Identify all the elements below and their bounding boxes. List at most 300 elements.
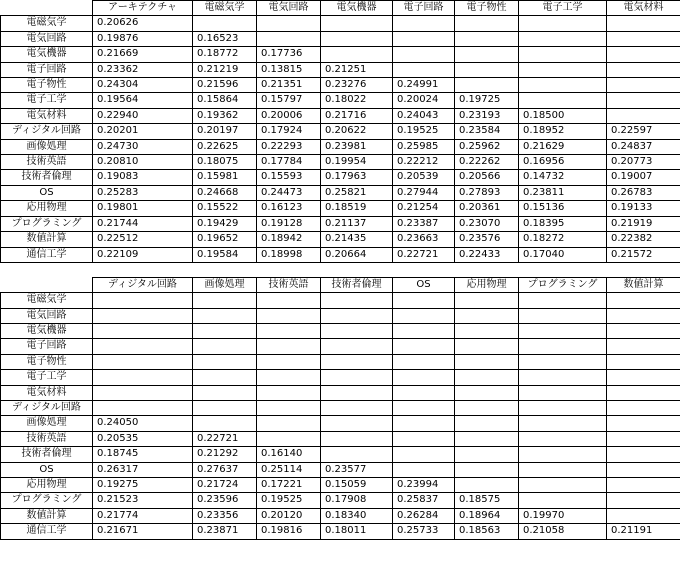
value-cell[interactable]	[455, 308, 519, 323]
value-cell[interactable]	[607, 416, 680, 431]
column-header[interactable]: 技術者倫理	[321, 277, 393, 292]
column-header[interactable]: 電磁気学	[193, 1, 257, 16]
value-cell[interactable]: 0.24050	[93, 416, 193, 431]
value-cell[interactable]	[257, 354, 321, 369]
value-cell[interactable]	[519, 16, 607, 31]
value-cell[interactable]: 0.21292	[193, 447, 257, 462]
value-cell[interactable]	[455, 293, 519, 308]
value-cell[interactable]	[93, 370, 193, 385]
value-cell[interactable]: 0.24991	[393, 78, 455, 93]
value-cell[interactable]: 0.18575	[455, 493, 519, 508]
value-cell[interactable]: 0.21724	[193, 478, 257, 493]
value-cell[interactable]	[607, 31, 680, 46]
value-cell[interactable]	[455, 447, 519, 462]
value-cell[interactable]: 0.19652	[193, 232, 257, 247]
value-cell[interactable]	[519, 78, 607, 93]
value-cell[interactable]	[93, 401, 193, 416]
value-cell[interactable]: 0.27944	[393, 185, 455, 200]
row-header[interactable]: 応用物理	[1, 201, 93, 216]
value-cell[interactable]: 0.23577	[321, 462, 393, 477]
value-cell[interactable]: 0.20361	[455, 201, 519, 216]
value-cell[interactable]: 0.19007	[607, 170, 680, 185]
value-cell[interactable]: 0.25821	[321, 185, 393, 200]
value-cell[interactable]: 0.20773	[607, 155, 680, 170]
column-header[interactable]: 電気材料	[607, 1, 680, 16]
value-cell[interactable]: 0.16956	[519, 155, 607, 170]
value-cell[interactable]	[519, 447, 607, 462]
value-cell[interactable]: 0.19525	[393, 124, 455, 139]
value-cell[interactable]: 0.17963	[321, 170, 393, 185]
value-cell[interactable]	[455, 431, 519, 446]
value-cell[interactable]	[607, 370, 680, 385]
value-cell[interactable]	[321, 31, 393, 46]
row-header[interactable]: 電子物性	[1, 78, 93, 93]
value-cell[interactable]	[519, 47, 607, 62]
value-cell[interactable]	[321, 47, 393, 62]
value-cell[interactable]	[607, 354, 680, 369]
value-cell[interactable]	[519, 354, 607, 369]
value-cell[interactable]	[607, 93, 680, 108]
value-cell[interactable]: 0.27893	[455, 185, 519, 200]
value-cell[interactable]: 0.21572	[607, 247, 680, 262]
value-cell[interactable]: 0.21671	[93, 524, 193, 539]
value-cell[interactable]: 0.18964	[455, 508, 519, 523]
value-cell[interactable]: 0.20626	[93, 16, 193, 31]
value-cell[interactable]: 0.21219	[193, 62, 257, 77]
value-cell[interactable]: 0.18519	[321, 201, 393, 216]
value-cell[interactable]	[455, 416, 519, 431]
value-cell[interactable]: 0.16140	[257, 447, 321, 462]
value-cell[interactable]: 0.18563	[455, 524, 519, 539]
value-cell[interactable]: 0.23387	[393, 216, 455, 231]
value-cell[interactable]: 0.22212	[393, 155, 455, 170]
value-cell[interactable]: 0.23576	[455, 232, 519, 247]
value-cell[interactable]: 0.15136	[519, 201, 607, 216]
value-cell[interactable]	[607, 385, 680, 400]
column-header[interactable]: 数値計算	[607, 277, 680, 292]
value-cell[interactable]	[257, 31, 321, 46]
row-header[interactable]: プログラミング	[1, 493, 93, 508]
value-cell[interactable]	[519, 93, 607, 108]
column-header[interactable]: 画像処理	[193, 277, 257, 292]
value-cell[interactable]	[393, 354, 455, 369]
value-cell[interactable]	[455, 385, 519, 400]
row-header[interactable]: 電子回路	[1, 339, 93, 354]
row-header[interactable]: 電気材料	[1, 108, 93, 123]
value-cell[interactable]: 0.21058	[519, 524, 607, 539]
value-cell[interactable]: 0.21716	[321, 108, 393, 123]
row-header[interactable]: 技術英語	[1, 155, 93, 170]
value-cell[interactable]	[257, 339, 321, 354]
value-cell[interactable]: 0.26284	[393, 508, 455, 523]
value-cell[interactable]: 0.22293	[257, 139, 321, 154]
value-cell[interactable]: 0.18772	[193, 47, 257, 62]
row-header[interactable]: 電気回路	[1, 31, 93, 46]
value-cell[interactable]: 0.18942	[257, 232, 321, 247]
value-cell[interactable]	[519, 385, 607, 400]
row-header[interactable]: 電磁気学	[1, 16, 93, 31]
column-header[interactable]: 技術英語	[257, 277, 321, 292]
row-header[interactable]: ディジタル回路	[1, 124, 93, 139]
value-cell[interactable]	[257, 385, 321, 400]
value-cell[interactable]	[607, 401, 680, 416]
value-cell[interactable]	[393, 447, 455, 462]
value-cell[interactable]: 0.21351	[257, 78, 321, 93]
value-cell[interactable]: 0.15981	[193, 170, 257, 185]
value-cell[interactable]: 0.15059	[321, 478, 393, 493]
value-cell[interactable]	[193, 401, 257, 416]
value-cell[interactable]: 0.25837	[393, 493, 455, 508]
column-header[interactable]: 電気機器	[321, 1, 393, 16]
value-cell[interactable]	[607, 308, 680, 323]
value-cell[interactable]: 0.18075	[193, 155, 257, 170]
value-cell[interactable]	[607, 324, 680, 339]
value-cell[interactable]: 0.21251	[321, 62, 393, 77]
value-cell[interactable]: 0.19275	[93, 478, 193, 493]
value-cell[interactable]: 0.19362	[193, 108, 257, 123]
value-cell[interactable]: 0.24304	[93, 78, 193, 93]
row-header[interactable]: 画像処理	[1, 416, 93, 431]
value-cell[interactable]: 0.23276	[321, 78, 393, 93]
value-cell[interactable]	[607, 47, 680, 62]
value-cell[interactable]: 0.25283	[93, 185, 193, 200]
value-cell[interactable]: 0.18952	[519, 124, 607, 139]
value-cell[interactable]	[93, 324, 193, 339]
value-cell[interactable]: 0.21523	[93, 493, 193, 508]
value-cell[interactable]	[519, 31, 607, 46]
value-cell[interactable]	[519, 493, 607, 508]
value-cell[interactable]	[321, 308, 393, 323]
value-cell[interactable]	[257, 308, 321, 323]
value-cell[interactable]	[607, 447, 680, 462]
value-cell[interactable]: 0.23663	[393, 232, 455, 247]
value-cell[interactable]: 0.23584	[455, 124, 519, 139]
value-cell[interactable]: 0.27637	[193, 462, 257, 477]
value-cell[interactable]: 0.17908	[321, 493, 393, 508]
value-cell[interactable]	[519, 339, 607, 354]
value-cell[interactable]: 0.22433	[455, 247, 519, 262]
value-cell[interactable]	[257, 416, 321, 431]
value-cell[interactable]	[455, 354, 519, 369]
row-header[interactable]: 電子回路	[1, 62, 93, 77]
value-cell[interactable]: 0.15593	[257, 170, 321, 185]
row-header[interactable]: 技術者倫理	[1, 447, 93, 462]
value-cell[interactable]: 0.20566	[455, 170, 519, 185]
value-cell[interactable]	[193, 293, 257, 308]
value-cell[interactable]: 0.19816	[257, 524, 321, 539]
value-cell[interactable]: 0.23193	[455, 108, 519, 123]
value-cell[interactable]: 0.20539	[393, 170, 455, 185]
column-header[interactable]: 応用物理	[455, 277, 519, 292]
value-cell[interactable]	[393, 431, 455, 446]
value-cell[interactable]: 0.18340	[321, 508, 393, 523]
value-cell[interactable]: 0.19525	[257, 493, 321, 508]
value-cell[interactable]: 0.26783	[607, 185, 680, 200]
column-header[interactable]: 電子工学	[519, 1, 607, 16]
row-header[interactable]: 画像処理	[1, 139, 93, 154]
value-cell[interactable]: 0.24043	[393, 108, 455, 123]
value-cell[interactable]: 0.22512	[93, 232, 193, 247]
value-cell[interactable]	[193, 324, 257, 339]
value-cell[interactable]: 0.20197	[193, 124, 257, 139]
value-cell[interactable]: 0.21191	[607, 524, 680, 539]
value-cell[interactable]: 0.19584	[193, 247, 257, 262]
value-cell[interactable]	[393, 47, 455, 62]
value-cell[interactable]: 0.18011	[321, 524, 393, 539]
value-cell[interactable]: 0.21669	[93, 47, 193, 62]
value-cell[interactable]: 0.18022	[321, 93, 393, 108]
value-cell[interactable]: 0.19725	[455, 93, 519, 108]
column-header[interactable]: プログラミング	[519, 277, 607, 292]
value-cell[interactable]	[607, 108, 680, 123]
value-cell[interactable]	[257, 370, 321, 385]
value-cell[interactable]	[607, 62, 680, 77]
row-header[interactable]: 技術英語	[1, 431, 93, 446]
value-cell[interactable]	[321, 16, 393, 31]
column-header[interactable]: 電子回路	[393, 1, 455, 16]
value-cell[interactable]: 0.22262	[455, 155, 519, 170]
row-header[interactable]: 電気材料	[1, 385, 93, 400]
value-cell[interactable]	[455, 339, 519, 354]
value-cell[interactable]: 0.22625	[193, 139, 257, 154]
value-cell[interactable]	[607, 493, 680, 508]
value-cell[interactable]: 0.21774	[93, 508, 193, 523]
value-cell[interactable]: 0.20120	[257, 508, 321, 523]
value-cell[interactable]: 0.24473	[257, 185, 321, 200]
value-cell[interactable]	[321, 293, 393, 308]
value-cell[interactable]	[455, 324, 519, 339]
value-cell[interactable]: 0.22721	[393, 247, 455, 262]
value-cell[interactable]: 0.18272	[519, 232, 607, 247]
value-cell[interactable]: 0.19083	[93, 170, 193, 185]
value-cell[interactable]: 0.21629	[519, 139, 607, 154]
value-cell[interactable]: 0.25985	[393, 139, 455, 154]
row-header[interactable]: プログラミング	[1, 216, 93, 231]
value-cell[interactable]	[455, 78, 519, 93]
value-cell[interactable]	[519, 401, 607, 416]
value-cell[interactable]: 0.16523	[193, 31, 257, 46]
value-cell[interactable]: 0.20810	[93, 155, 193, 170]
row-header[interactable]: 電子物性	[1, 354, 93, 369]
value-cell[interactable]	[519, 462, 607, 477]
value-cell[interactable]: 0.17736	[257, 47, 321, 62]
value-cell[interactable]	[519, 308, 607, 323]
value-cell[interactable]	[455, 401, 519, 416]
row-header[interactable]: 応用物理	[1, 478, 93, 493]
value-cell[interactable]	[393, 370, 455, 385]
row-header[interactable]: 電磁気学	[1, 293, 93, 308]
value-cell[interactable]	[321, 324, 393, 339]
value-cell[interactable]: 0.22721	[193, 431, 257, 446]
value-cell[interactable]	[519, 293, 607, 308]
value-cell[interactable]	[193, 385, 257, 400]
value-cell[interactable]	[257, 293, 321, 308]
value-cell[interactable]	[193, 308, 257, 323]
value-cell[interactable]	[519, 478, 607, 493]
value-cell[interactable]	[193, 416, 257, 431]
value-cell[interactable]: 0.19564	[93, 93, 193, 108]
row-header[interactable]: 電気機器	[1, 47, 93, 62]
value-cell[interactable]: 0.21919	[607, 216, 680, 231]
value-cell[interactable]	[607, 293, 680, 308]
value-cell[interactable]: 0.19876	[93, 31, 193, 46]
value-cell[interactable]	[519, 62, 607, 77]
value-cell[interactable]: 0.19954	[321, 155, 393, 170]
value-cell[interactable]: 0.18998	[257, 247, 321, 262]
value-cell[interactable]: 0.18745	[93, 447, 193, 462]
row-header[interactable]: 電子工学	[1, 370, 93, 385]
value-cell[interactable]: 0.18500	[519, 108, 607, 123]
value-cell[interactable]	[455, 478, 519, 493]
value-cell[interactable]	[321, 431, 393, 446]
value-cell[interactable]	[93, 293, 193, 308]
value-cell[interactable]: 0.17784	[257, 155, 321, 170]
value-cell[interactable]	[519, 431, 607, 446]
row-header[interactable]: OS	[1, 462, 93, 477]
row-header[interactable]: 数値計算	[1, 232, 93, 247]
column-header[interactable]: 電子物性	[455, 1, 519, 16]
value-cell[interactable]	[607, 431, 680, 446]
value-cell[interactable]: 0.19801	[93, 201, 193, 216]
column-header[interactable]: 電気回路	[257, 1, 321, 16]
value-cell[interactable]: 0.21137	[321, 216, 393, 231]
value-cell[interactable]: 0.19429	[193, 216, 257, 231]
column-header[interactable]: OS	[393, 277, 455, 292]
value-cell[interactable]	[393, 416, 455, 431]
value-cell[interactable]: 0.17924	[257, 124, 321, 139]
value-cell[interactable]	[607, 78, 680, 93]
value-cell[interactable]	[193, 339, 257, 354]
value-cell[interactable]: 0.23811	[519, 185, 607, 200]
value-cell[interactable]: 0.25733	[393, 524, 455, 539]
value-cell[interactable]: 0.23362	[93, 62, 193, 77]
value-cell[interactable]	[193, 16, 257, 31]
value-cell[interactable]	[455, 462, 519, 477]
value-cell[interactable]: 0.19128	[257, 216, 321, 231]
value-cell[interactable]	[93, 354, 193, 369]
value-cell[interactable]	[321, 370, 393, 385]
value-cell[interactable]: 0.16123	[257, 201, 321, 216]
value-cell[interactable]: 0.21596	[193, 78, 257, 93]
value-cell[interactable]	[455, 16, 519, 31]
value-cell[interactable]: 0.22597	[607, 124, 680, 139]
value-cell[interactable]	[257, 401, 321, 416]
value-cell[interactable]	[607, 339, 680, 354]
value-cell[interactable]	[257, 324, 321, 339]
value-cell[interactable]	[393, 308, 455, 323]
value-cell[interactable]	[393, 31, 455, 46]
value-cell[interactable]: 0.15864	[193, 93, 257, 108]
value-cell[interactable]: 0.17221	[257, 478, 321, 493]
value-cell[interactable]	[393, 401, 455, 416]
value-cell[interactable]: 0.24837	[607, 139, 680, 154]
value-cell[interactable]: 0.21744	[93, 216, 193, 231]
value-cell[interactable]: 0.22109	[93, 247, 193, 262]
row-header[interactable]: 電気回路	[1, 308, 93, 323]
value-cell[interactable]	[193, 370, 257, 385]
value-cell[interactable]: 0.20535	[93, 431, 193, 446]
column-header[interactable]: ディジタル回路	[93, 277, 193, 292]
value-cell[interactable]: 0.20664	[321, 247, 393, 262]
value-cell[interactable]: 0.26317	[93, 462, 193, 477]
value-cell[interactable]	[393, 293, 455, 308]
value-cell[interactable]: 0.20201	[93, 124, 193, 139]
value-cell[interactable]	[93, 385, 193, 400]
value-cell[interactable]: 0.15797	[257, 93, 321, 108]
value-cell[interactable]	[393, 385, 455, 400]
value-cell[interactable]: 0.25114	[257, 462, 321, 477]
value-cell[interactable]	[321, 385, 393, 400]
value-cell[interactable]	[321, 447, 393, 462]
value-cell[interactable]: 0.19133	[607, 201, 680, 216]
column-header[interactable]: アーキテクチャ	[93, 1, 193, 16]
value-cell[interactable]: 0.22940	[93, 108, 193, 123]
value-cell[interactable]	[519, 416, 607, 431]
value-cell[interactable]	[257, 16, 321, 31]
value-cell[interactable]	[321, 401, 393, 416]
row-header[interactable]: 通信工学	[1, 247, 93, 262]
row-header[interactable]: 電子工学	[1, 93, 93, 108]
value-cell[interactable]	[93, 308, 193, 323]
value-cell[interactable]: 0.20024	[393, 93, 455, 108]
value-cell[interactable]: 0.15522	[193, 201, 257, 216]
value-cell[interactable]: 0.14732	[519, 170, 607, 185]
value-cell[interactable]	[393, 16, 455, 31]
value-cell[interactable]: 0.23356	[193, 508, 257, 523]
value-cell[interactable]	[607, 462, 680, 477]
row-header[interactable]: OS	[1, 185, 93, 200]
value-cell[interactable]	[193, 354, 257, 369]
value-cell[interactable]: 0.17040	[519, 247, 607, 262]
value-cell[interactable]: 0.20006	[257, 108, 321, 123]
value-cell[interactable]	[393, 324, 455, 339]
value-cell[interactable]	[607, 508, 680, 523]
value-cell[interactable]	[455, 62, 519, 77]
value-cell[interactable]: 0.13815	[257, 62, 321, 77]
row-header[interactable]: 数値計算	[1, 508, 93, 523]
value-cell[interactable]: 0.22382	[607, 232, 680, 247]
value-cell[interactable]: 0.23070	[455, 216, 519, 231]
value-cell[interactable]: 0.23596	[193, 493, 257, 508]
row-header[interactable]: 電気機器	[1, 324, 93, 339]
value-cell[interactable]: 0.23981	[321, 139, 393, 154]
value-cell[interactable]	[393, 462, 455, 477]
value-cell[interactable]: 0.19970	[519, 508, 607, 523]
value-cell[interactable]: 0.21254	[393, 201, 455, 216]
value-cell[interactable]: 0.21435	[321, 232, 393, 247]
value-cell[interactable]	[393, 62, 455, 77]
value-cell[interactable]	[607, 478, 680, 493]
value-cell[interactable]: 0.18395	[519, 216, 607, 231]
value-cell[interactable]: 0.23871	[193, 524, 257, 539]
value-cell[interactable]	[607, 16, 680, 31]
value-cell[interactable]: 0.24668	[193, 185, 257, 200]
value-cell[interactable]	[257, 431, 321, 446]
row-header[interactable]: 通信工学	[1, 524, 93, 539]
value-cell[interactable]: 0.24730	[93, 139, 193, 154]
row-header[interactable]: ディジタル回路	[1, 401, 93, 416]
value-cell[interactable]	[455, 31, 519, 46]
value-cell[interactable]: 0.23994	[393, 478, 455, 493]
value-cell[interactable]	[393, 339, 455, 354]
value-cell[interactable]	[455, 47, 519, 62]
value-cell[interactable]: 0.20622	[321, 124, 393, 139]
value-cell[interactable]	[93, 339, 193, 354]
value-cell[interactable]: 0.25962	[455, 139, 519, 154]
value-cell[interactable]	[321, 339, 393, 354]
value-cell[interactable]	[455, 370, 519, 385]
row-header[interactable]: 技術者倫理	[1, 170, 93, 185]
